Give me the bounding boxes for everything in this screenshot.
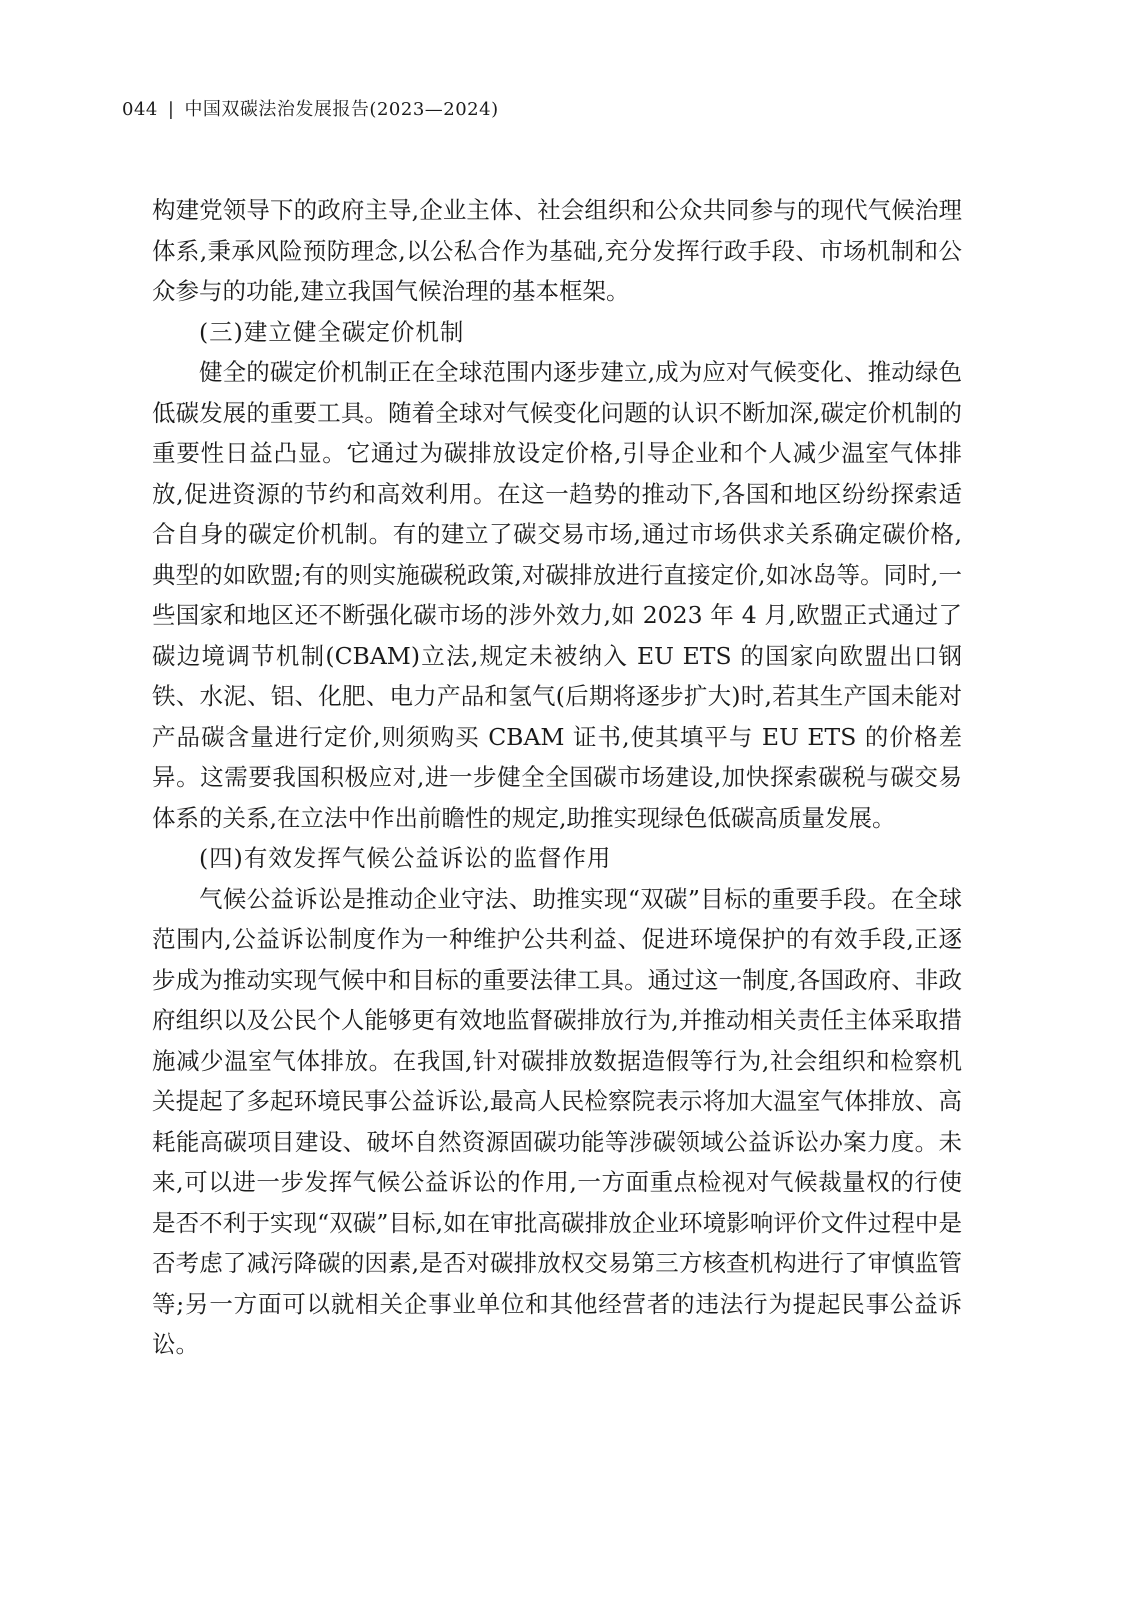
body-text [152,190,962,1365]
section-heading-4: (四)有效发挥气候公益诉讼的监督作用 [199,844,612,872]
page-number: 044 [122,99,158,120]
paragraph-continued: 构建党领导下的政府主导,企业主体、社会组织和公众共同参与的现代气候治理体系,秉承风险预防理念,以公私合作为基础,充分发挥行政手段、市场机制和公众参与的功能,建立我国气候治理的基本框架。 [152,196,962,305]
book-title: 中国双碳法治发展报告(2023—2024) [184,99,499,120]
paragraph-climate-litigation: 气候公益诉讼是推动企业守法、助推实现“双碳”目标的重要手段。在全球范围内,公益诉讼制度作为一种维护公共利益、促进环境保护的有效手段,正逐步成为推动实现气候中和目标的重要法律工具。通过这一制度,各国政府、非政府组织以及公民个人能够更有效地监督碳排放行为,并推动相关责任主体采取措施减少温室气体排放。在我国,针对碳排放数据造假等行为,社会组织和检察机关提起了多起环境民事公益诉讼,最高人民检察院表示将加大温室气体排放、高耗能高碳项目建设、破坏自然资源固碳功能等涉碳领域公益诉讼办案力度。未来,可以进一步发挥气候公益诉讼的作用,一方面重点检视对气候裁量权的行使是否不利于实现“双碳”目标,如在审批高碳排放企业环境影响评价文件过程中是否考虑了减污降碳的因素,是否对碳排放权交易第三方核查机构进行了审慎监管等;另一方面可以就相关企事业单位和其他经营者的违法行为提起民事公益诉讼。 [152,884,962,1358]
section-heading-3: (三)建立健全碳定价机制 [199,317,465,346]
running-header [122,97,499,123]
paragraph-carbon-pricing: 健全的碳定价机制正在全球范围内逐步建立,成为应对气候变化、推动绿色低碳发展的重要工具。随着全球对气候变化问题的认识不断加深,碳定价机制的重要性日益凸显。它通过为碳排放设定价格,引导企业和个人减少温室气体排放,促进资源的节约和高效利用。在这一趋势的推动下,各国和地区纷纷探索适合自身的碳定价机制。有的建立了碳交易市场,通过市场供求关系确定碳价格,典型的如欧盟;有的则实施碳税政策,对碳排放进行直接定价,如冰岛等。同时,一些国家和地区还不断强化碳市场的涉外效力,如 2023 年 4 月,欧盟正式通过了碳边境调节机制(CBAM)立法,规定未被纳入 EU ETS 的国家向欧盟出口钢铁、水泥、铝、化肥、电力产品和氢气(后期将逐步扩大)时,若其生产国未能对产品碳含量进行定价,则须购买 CBAM 证书,使其填平与 EU ETS 的价格差异。这需要我国积极应对,进一步健全全国碳市场建设,加快探索碳税与碳交易体系的关系,在立法中作出前瞻性的规定,助推实现绿色低碳高质量发展。 [152,358,962,832]
header-separator: | [167,99,175,120]
